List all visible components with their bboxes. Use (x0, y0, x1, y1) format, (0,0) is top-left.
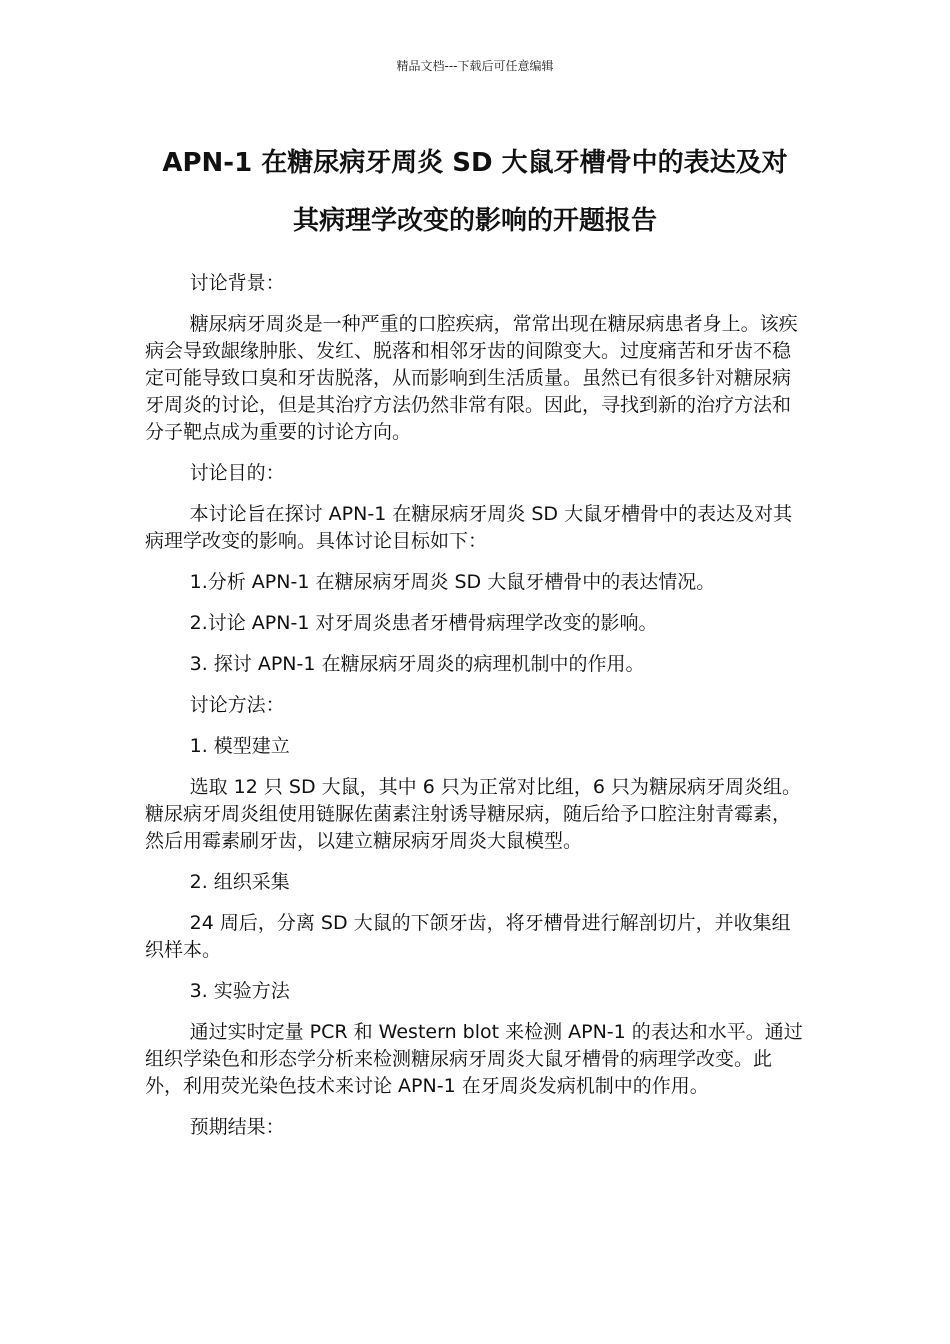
section-heading-background: 讨论背景： (189, 272, 285, 294)
header-note: 精品文档---下载后可任意编辑 (396, 59, 554, 73)
section-heading-expected-results: 预期结果： (189, 1116, 285, 1138)
document-title (140, 134, 810, 250)
paragraph-purpose: 本讨论旨在探讨 APN-1 在糖尿病牙周炎 SD 大鼠牙槽骨中的表达及对其病理学改变的影响。具体讨论目标如下： (145, 503, 793, 552)
title-line-2: 其病理学改变的影响的开题报告 (292, 206, 657, 236)
paragraph-sampling: 24 周后，分离 SD 大鼠的下颌牙齿，将牙槽骨进行解剖切片，并收集组织样本。 (145, 912, 791, 961)
paragraph-background: 糖尿病牙周炎是一种严重的口腔疾病，常常出现在糖尿病患者身上。该疾病会导致龈缘肿胀、发红、脱落和相邻牙齿的间隙变大。过度痛苦和牙齿不稳定可能导致口臭和牙齿脱落，从而影响到生活质量。虽然已有很多针对糖尿病牙周炎的讨论，但是其治疗方法仍然非常有限。因此，寻找到新的治疗方法和分子靶点成为重要的讨论方向。 (145, 313, 798, 443)
method-heading-experiment: 3. 实验方法 (189, 980, 290, 1002)
method-heading-sampling: 2. 组织采集 (189, 871, 290, 893)
section-heading-methods: 讨论方法： (189, 694, 285, 716)
title-line-1: APN-1 在糖尿病牙周炎 SD 大鼠牙槽骨中的表达及对 (162, 148, 788, 178)
paragraph-experiment: 通过实时定量 PCR 和 Western blot 来检测 APN-1 的表达和水平。通过组织学染色和形态学分析来检测糖尿病牙周炎大鼠牙槽骨的病理学改变。此外，利用荧光染色技术来讨论 APN-1 在牙周炎发病机制中的作用。 (145, 1021, 803, 1097)
objective-item-1: 1.分析 APN-1 在糖尿病牙周炎 SD 大鼠牙槽骨中的表达情况。 (189, 571, 716, 593)
section-heading-purpose: 讨论目的： (189, 462, 285, 484)
document-body (145, 270, 805, 1155)
paragraph-model: 选取 12 只 SD 大鼠，其中 6 只为正常对比组，6 只为糖尿病牙周炎组。糖尿病牙周炎组使用链脲佐菌素注射诱导糖尿病，随后给予口腔注射青霉素，然后用霉素刷牙齿，以建立糖尿病牙周炎大鼠模型。 (145, 776, 801, 852)
objective-item-2: 2.讨论 APN-1 对牙周炎患者牙槽骨病理学改变的影响。 (189, 612, 658, 634)
objective-item-3: 3. 探讨 APN-1 在糖尿病牙周炎的病理机制中的作用。 (189, 653, 645, 675)
method-heading-model: 1. 模型建立 (189, 735, 290, 757)
